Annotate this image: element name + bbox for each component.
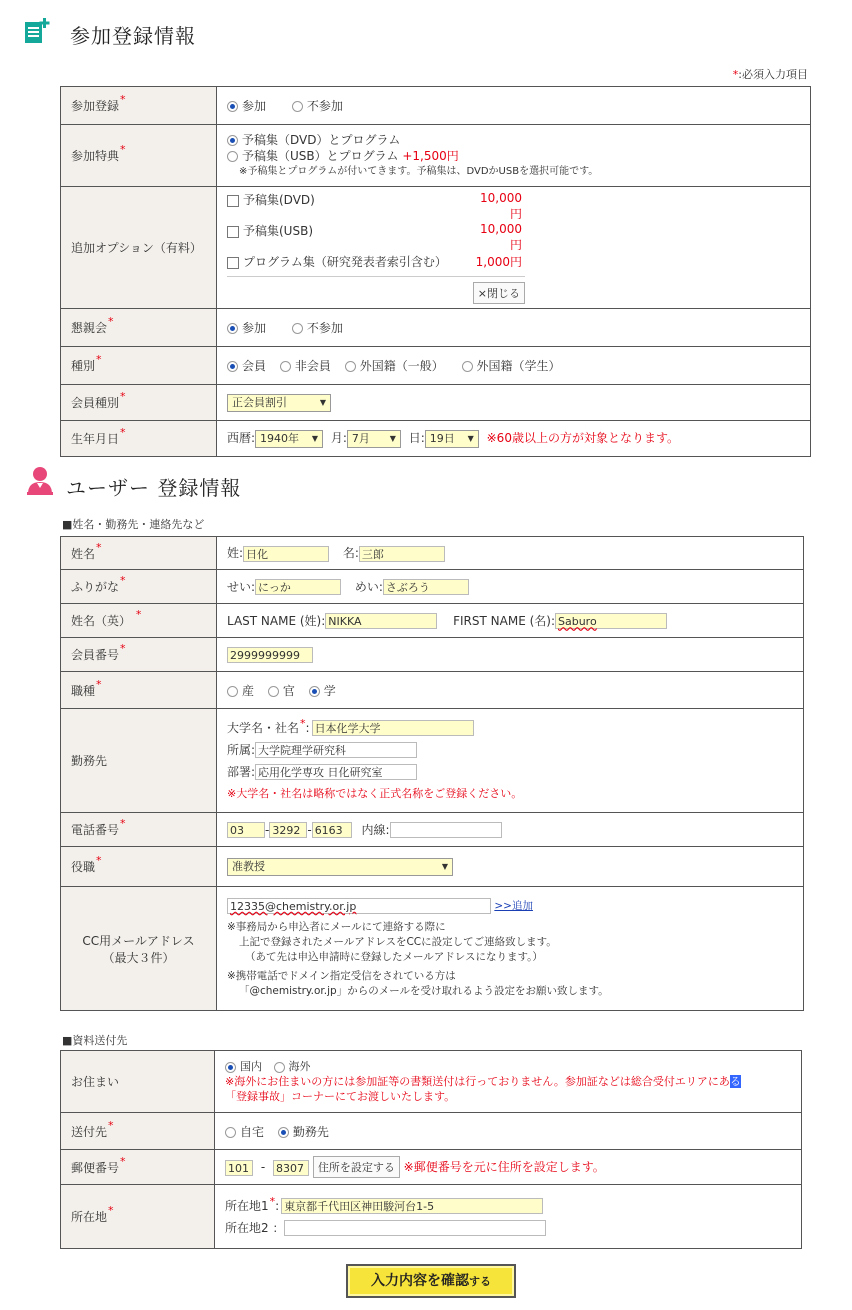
row-type: 種別* 会員 非会員 外国籍（一般） 外国籍（学生） <box>61 347 811 385</box>
row-social: 懇親会* 参加 不参加 <box>61 309 811 347</box>
send-home-radio[interactable]: 自宅 <box>225 1125 264 1139</box>
row-benefit: 参加特典* 予稿集（DVD）とプログラム 予稿集（USB）とプログラム +1,500円 ※予稿集とプログラムが付いてきます。予稿集は、DVDかUSBを選択可能です。 <box>61 125 811 187</box>
first-name-input[interactable]: Saburo <box>555 613 667 629</box>
member-type-select[interactable]: 正会員割引 ▼ <box>227 394 331 412</box>
birth-month-select[interactable]: 7月 ▼ <box>347 430 401 448</box>
type-foreign-general-radio[interactable]: 外国籍（一般） <box>345 359 444 373</box>
row-position: 役職* 准教授 ▼ <box>61 847 804 887</box>
row-workplace: 勤務先 大学名・社名*: 日本化学大学 所属: 大学院理学研究科 部署: 応用化学専攻 日化研究室 ※大学名・社名は略称ではなく正式名称をご登録ください。 <box>61 709 804 813</box>
birthdate-label: 生年月日 <box>71 432 120 446</box>
postal-note: ※郵便番号を元に住所を設定します。 <box>403 1160 605 1174</box>
section-input[interactable]: 応用化学専攻 日化研究室 <box>255 764 417 780</box>
kana-label: ふりがな <box>71 580 120 594</box>
row-participation: 参加登録* 参加 不参加 <box>61 87 811 125</box>
option-dvd[interactable]: 予稿集(DVD) 10,000円 <box>227 191 800 222</box>
position-select[interactable]: 准教授 ▼ <box>227 858 453 876</box>
job-academia-radio[interactable]: 学 <box>309 684 336 698</box>
required-note: *:必須入力項目 <box>732 68 808 81</box>
set-address-button[interactable]: 住所を設定する <box>313 1156 400 1178</box>
phone-1-input[interactable]: 03 <box>227 822 265 838</box>
phone-3-input[interactable]: 6163 <box>312 822 352 838</box>
row-phone: 電話番号* 03 - 3292 - 6163 内線: <box>61 813 804 847</box>
row-name-en: 姓名（英） * LAST NAME (姓): NIKKA FIRST NAME (名): Saburo <box>61 604 804 638</box>
name-label: 姓名 <box>71 546 96 561</box>
birth-year-select[interactable]: 1940年 ▼ <box>255 430 323 448</box>
options-label: 追加オプション（有料） <box>71 241 202 255</box>
row-birthdate: 生年月日* 西暦: 1940年 ▼ 月: 7月 ▼ 日: 19日 ▼ ※60歳以上の方が対象となります。 <box>61 421 811 457</box>
participation-yes-radio[interactable]: 参加 <box>227 99 266 113</box>
residence-overseas-radio[interactable]: 海外 <box>274 1060 311 1073</box>
row-residence: お住まい 国内 海外 ※海外にお住まいの方には参加証等の書類送付は行っておりません。参加証などは総合受付エリアにある 「登録事故」コーナーにてお渡しいたします。 <box>61 1051 802 1113</box>
sei-input[interactable]: 日化 <box>243 546 329 562</box>
department-input[interactable]: 大学院理学研究科 <box>255 742 417 758</box>
section-title-user: ユーザー 登録情報 <box>66 476 242 500</box>
type-member-radio[interactable]: 会員 <box>227 359 266 373</box>
row-member-type: 会員種別* 正会員割引 ▼ <box>61 385 811 421</box>
add-email-link[interactable]: >>追加 <box>494 900 533 912</box>
option-usb[interactable]: 予稿集(USB) 10,000円 <box>227 222 800 253</box>
phone-2-input[interactable]: 3292 <box>269 822 307 838</box>
job-industry-radio[interactable]: 産 <box>227 684 254 698</box>
option-program[interactable]: プログラム集（研究発表者索引含む） 1,000円 <box>227 253 800 270</box>
address-label: 所在地 <box>71 1210 108 1224</box>
row-cc-email: CC用メールアドレス （最大３件） 12335@chemistry.or.jp >>追加 ※事務局から申込者にメールにて連絡する際に 上記で登録されたメールアドレスをCCに設定してご連絡致します。 （あて先は申込申請時に登録したメールアドレスになります。） ※携帯電話でドメイン指定受信をされている方は 「@chemistry.or.jp」からのメールを受け取れるよう設定をお願い致します。 <box>61 887 804 1011</box>
residence-domestic-radio[interactable]: 国内 <box>225 1060 262 1073</box>
birthdate-note: ※60歳以上の方が対象となります。 <box>486 431 679 446</box>
kana-mei-input[interactable]: さぶろう <box>383 579 469 595</box>
position-label: 役職 <box>71 860 96 874</box>
participation-label: 参加登録 <box>71 99 120 113</box>
row-job: 職種* 産 官 学 <box>61 672 804 709</box>
address-1-input[interactable]: 東京都千代田区神田駿河台1-5 <box>281 1198 543 1214</box>
registration-table <box>60 86 811 457</box>
last-name-input[interactable]: NIKKA <box>325 613 437 629</box>
birth-day-select[interactable]: 19日 ▼ <box>425 430 479 448</box>
kana-sei-input[interactable]: にっか <box>255 579 341 595</box>
member-type-label: 会員種別 <box>71 396 120 410</box>
row-postal: 郵便番号* 101 - 8307 住所を設定する ※郵便番号を元に住所を設定します。 <box>61 1150 802 1185</box>
member-no-label: 会員番号 <box>71 648 120 662</box>
mei-input[interactable]: 三郎 <box>359 546 445 562</box>
row-name: 姓名* 姓: 日化 名: 三郎 <box>61 537 804 570</box>
cc-email-input[interactable]: 12335@chemistry.or.jp <box>227 898 491 914</box>
row-options <box>61 187 811 309</box>
extension-input[interactable] <box>390 822 502 838</box>
member-no-input[interactable]: 2999999999 <box>227 647 313 663</box>
cc-note: ※事務局から申込者にメールにて連絡する際に <box>227 921 446 933</box>
close-options-button[interactable]: ×閉じる <box>473 282 525 304</box>
type-nonmember-radio[interactable]: 非会員 <box>280 359 331 373</box>
type-foreign-student-radio[interactable]: 外国籍（学生） <box>462 359 561 373</box>
benefit-dvd-radio[interactable]: 予稿集（DVD）とプログラム <box>227 132 800 148</box>
subhead-mailing: ■資料送付先 <box>62 1034 128 1047</box>
postal-label: 郵便番号 <box>71 1160 120 1175</box>
row-address: 所在地* 所在地1*: 東京都千代田区神田駿河台1-5 所在地2 ： <box>61 1185 802 1249</box>
confirm-button[interactable]: 入力内容を確認する <box>346 1264 516 1298</box>
name-en-label: 姓名（英） <box>71 614 132 628</box>
row-kana: ふりがな* せい: にっか めい: さぶろう <box>61 570 804 604</box>
benefit-note: ※予稿集とプログラムが付いてきます。予稿集は、DVDかUSBを選択可能です。 <box>239 165 599 177</box>
social-label: 懇親会 <box>71 321 108 335</box>
workplace-note: ※大学名・社名は略称ではなく正式名称をご登録ください。 <box>227 786 523 800</box>
user-table <box>60 536 804 1011</box>
benefit-usb-radio[interactable]: 予稿集（USB）とプログラム +1,500円 <box>227 148 800 164</box>
participation-no-radio[interactable]: 不参加 <box>292 99 343 113</box>
university-input[interactable]: 日本化学大学 <box>312 720 474 736</box>
postal-1-input[interactable]: 101 <box>225 1160 253 1176</box>
social-no-radio[interactable]: 不参加 <box>292 321 343 335</box>
social-yes-radio[interactable]: 参加 <box>227 321 266 335</box>
benefit-label: 参加特典 <box>71 149 120 163</box>
mailing-table <box>60 1050 802 1249</box>
job-government-radio[interactable]: 官 <box>268 684 295 698</box>
send-to-label: 送付先 <box>71 1124 108 1139</box>
subhead-personal: ■姓名・勤務先・連絡先など <box>62 518 205 531</box>
residence-note: ※海外にお住まいの方には参加証等の書類送付は行っておりません。参加証などは総合受付エリアにある <box>225 1075 741 1088</box>
cc-label: CC用メールアドレス <box>82 933 195 948</box>
send-work-radio[interactable]: 勤務先 <box>278 1125 329 1139</box>
postal-2-input[interactable]: 8307 <box>273 1160 309 1176</box>
phone-label: 電話番号 <box>71 823 120 837</box>
row-member-no: 会員番号* 2999999999 <box>61 638 804 672</box>
document-plus-icon <box>24 18 50 44</box>
address-2-input[interactable] <box>284 1220 546 1236</box>
row-send-to: 送付先* 自宅 勤務先 <box>61 1113 802 1150</box>
residence-label: お住まい <box>71 1075 120 1089</box>
type-label: 種別 <box>71 359 96 373</box>
user-icon <box>26 466 54 496</box>
section-title-registration: 参加登録情報 <box>70 24 196 48</box>
workplace-label: 勤務先 <box>71 754 108 768</box>
job-label: 職種 <box>71 683 96 698</box>
